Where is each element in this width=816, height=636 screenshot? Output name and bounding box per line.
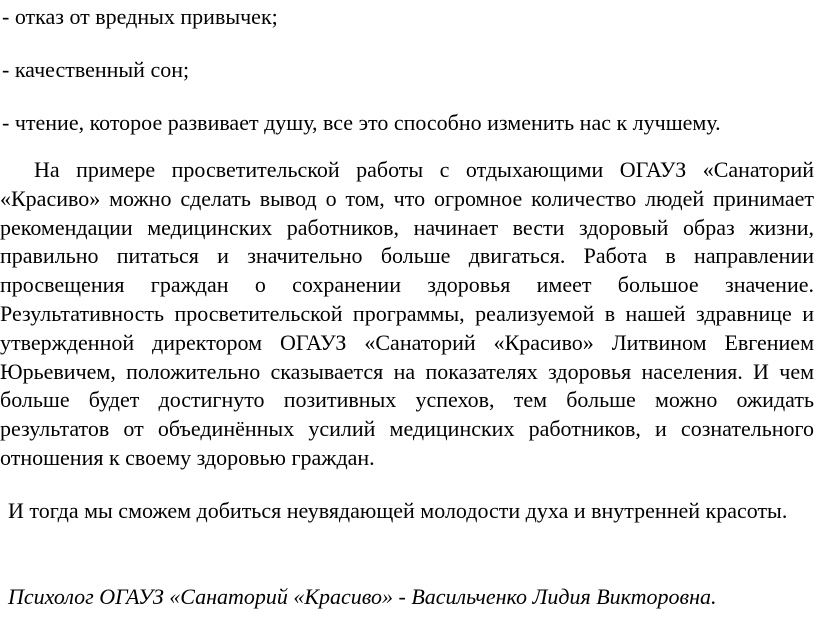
- closing-paragraph: И тогда мы сможем добиться неувядающей молодости духа и внутренней красоты.: [8, 498, 788, 523]
- list-item-sleep: - качественный сон;: [2, 57, 190, 82]
- list-item-habits: - отказ от вредных привычек;: [2, 4, 278, 29]
- main-paragraph: На примере просветительской работы с отдыхающими ОГАУЗ «Санаторий «Красиво» можно сделать вывод о том, что огромное количество людей принимает рекомендации медицинских работников, начинает вести здоровый образ жизни, правильно питаться и значительно больше двигаться. Работа в направлении просвещения граждан о сохранении здоровья имеет большое значение. Результативность просветительской программы, реализуемой в нашей здравнице и утвержденной директором ОГАУЗ «Санаторий «Красиво» Литвином Евгением Юрьевичем, положительно сказывается на показателях здоровья населения. И чем больше будет достигнуто позитивных успехов, тем больше можно ожидать результатов от объединённых усилий медицинских работников, и сознательного отношения к своему здоровью граждан.: [0, 157, 814, 470]
- signature-line: Психолог ОГАУЗ «Санаторий «Красиво» - Васильченко Лидия Викторовна.: [8, 584, 717, 609]
- list-item-reading: - чтение, которое развивает душу, все это способно изменить нас к лучшему.: [2, 110, 721, 135]
